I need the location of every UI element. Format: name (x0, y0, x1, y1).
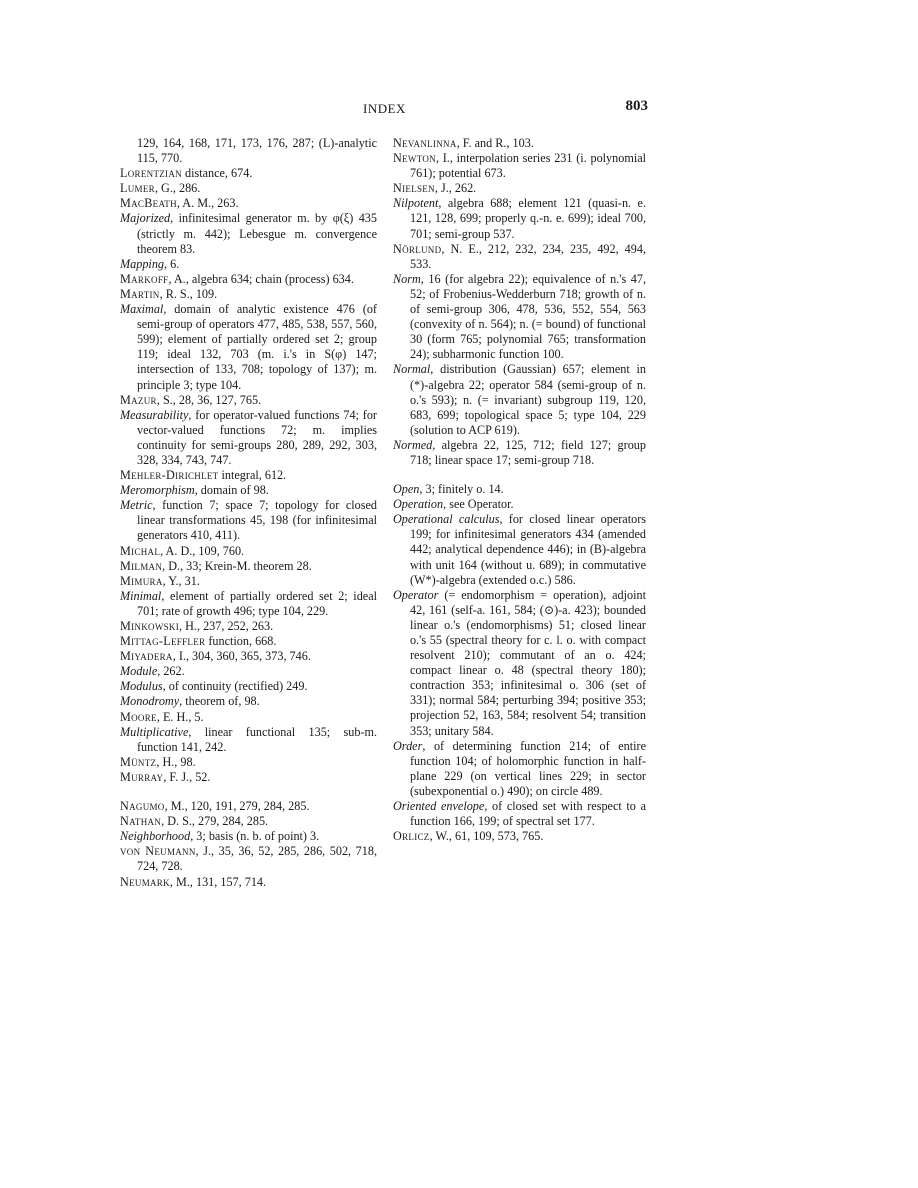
entry-references: , domain of analytic existence 476 (of semi-group of operators 477, 485, 538, 557, 560, 599); element of partially ordered set 2; group 119; ideal 132, 703 (m. i.'s in S(φ) 147; intersection of 133, 708; topology of 137); m. principle 3; type 104. (137, 302, 377, 392)
entry-heading: Murray (120, 769, 164, 784)
index-entry (393, 829, 646, 844)
entry-heading: Milman (120, 558, 163, 573)
entry-references: , F. and R., 103. (456, 136, 534, 150)
index-entry (393, 196, 646, 241)
entry-heading: Maximal (120, 302, 164, 317)
entry-heading: Neighborhood (120, 829, 191, 844)
entry-references: , G., 286. (154, 181, 201, 196)
entry-references: , F. J., 52. (163, 769, 211, 784)
entry-heading: Michal (120, 543, 161, 558)
entry-heading: Lorentzian (120, 166, 182, 181)
entry-references: , 6. (164, 256, 180, 271)
entry-heading: Newton (393, 151, 436, 166)
index-entry (393, 497, 646, 512)
entry-heading: Moore (120, 709, 157, 724)
entry-heading: Mehler-Dirichlet (120, 468, 219, 483)
index-entry (120, 589, 377, 619)
section-gap (120, 785, 377, 799)
index-entry (120, 498, 377, 543)
entry-references: , see Operator. (443, 497, 514, 512)
entry-heading: Open (393, 482, 420, 497)
index-entry (120, 136, 377, 166)
entry-references: (= endomorphism = operation), adjoint 42, 161 (self-a. 161, 584; (⊙)-a. 423); bounded linear o.'s (endomorphisms) 51; closed linear o.'s 55 (spectral theory for c. l. o. with compact resolvent 210); commutant of an o. 424; compact linear o. 48 (spectral theory 180); contraction 353; infinitesimal o. 306 (set of 331); normal 584; perturbing 394; positive 353; projection 52, 163, 584; resolvent 54; transition 353; unitary 584. (410, 587, 646, 738)
entry-heading: Minkowski (120, 619, 180, 633)
entry-references: , I., 304, 360, 365, 373, 746. (172, 649, 311, 664)
index-entry (120, 814, 377, 829)
index-entry (120, 710, 377, 725)
index-entry (120, 393, 377, 408)
entry-heading: Mittag-Leffler (120, 634, 206, 649)
entry-references: , J., 262. (434, 181, 477, 196)
entry-references: , H., 98. (156, 754, 196, 769)
section-gap (393, 468, 646, 482)
index-entry (393, 799, 646, 829)
entry-references: , algebra 688; element 121 (quasi-n. e. 121, 128, 699; properly q.-n. e. 699); ideal 700, 701; semi-group 537. (410, 196, 646, 241)
entry-heading: Mazur (120, 392, 157, 407)
index-entry (120, 302, 377, 393)
entry-heading: Multiplicative (120, 724, 189, 739)
index-entry (120, 181, 377, 196)
entry-heading: MacBeath (120, 196, 177, 211)
index-entry (393, 151, 646, 181)
entry-references: 129, 164, 168, 171, 173, 176, 287; (L)-analytic 115, 770. (137, 136, 377, 166)
index-entry (120, 272, 377, 287)
entry-heading: Nevanlinna (393, 136, 457, 150)
entry-heading: Mapping (120, 256, 165, 271)
index-entry (120, 664, 377, 679)
entry-references: , 16 (for algebra 22); equivalence of n.'s 47, 52; of Frobenius-Wedderburn 718; growth of n. of semi-group 306, 478, 536, 552, 554, 563 (convexity of n. 564); n. (= bound) of functional 30 (form 765; polynomial 765; transformation 24); subharmonic function 100. (410, 271, 646, 362)
index-entry (120, 755, 377, 770)
entry-heading: Nilpotent (393, 196, 439, 211)
entry-references: , J., 35, 36, 52, 285, 286, 502, 718, 724, 728. (137, 844, 377, 874)
index-entry (120, 799, 377, 814)
entry-references: , H., 237, 252, 263. (179, 619, 274, 633)
entry-heading: Nörlund (393, 241, 442, 256)
entry-references: , of closed set with respect to a function 166, 199; of spectral set 177. (410, 799, 646, 829)
entry-references: , A. D., 109, 760. (160, 543, 245, 558)
entry-heading: Minimal (120, 588, 162, 603)
index-entry (393, 512, 646, 587)
index-entry (120, 287, 377, 302)
entry-references: , N. E., 212, 232, 234, 235, 492, 494, 533. (410, 241, 646, 271)
entry-heading: Modulus (120, 679, 163, 694)
entry-heading: Operation (393, 497, 444, 512)
index-entry (120, 649, 377, 664)
entry-references: , function 7; space 7; topology for closed linear transformations 45, 198 (for infinitesimal generators 410, 411). (137, 498, 377, 543)
entry-heading: Mimura (120, 573, 163, 588)
index-entry (120, 483, 377, 498)
entry-references: , M., 120, 191, 279, 284, 285. (164, 799, 310, 814)
entry-heading: Meromorphism (120, 483, 195, 498)
entry-heading: Majorized (120, 211, 171, 226)
entry-heading: Monodromy (120, 694, 180, 709)
index-entry (393, 242, 646, 272)
page-header (120, 98, 648, 122)
entry-heading: Nielsen (393, 181, 435, 196)
entry-heading: Operator (393, 587, 439, 602)
entry-references: , A. M., 263. (176, 196, 239, 211)
entry-heading: Miyadera (120, 649, 173, 664)
index-entry (120, 257, 377, 272)
index-entry (120, 634, 377, 649)
entry-heading: Oriented envelope (393, 799, 485, 814)
entry-references: , R. S., 109. (159, 286, 218, 301)
entry-heading: Metric (120, 498, 153, 513)
index-entry (120, 574, 377, 589)
index-entry (120, 725, 377, 755)
entry-references: distance, 674. (181, 166, 253, 181)
entry-references: , algebra 22, 125, 712; field 127; group 718; linear space 17; semi-group 718. (410, 437, 646, 467)
entry-references: , A., algebra 634; chain (process) 634. (168, 271, 354, 286)
entry-heading: Order (393, 738, 423, 753)
entry-references: , 3; finitely o. 14. (419, 482, 504, 497)
index-entry (393, 362, 646, 437)
entry-heading: Müntz (120, 754, 157, 769)
page-number: 803 (625, 98, 648, 114)
entry-heading: Markoff (120, 271, 169, 286)
entry-references: , for operator-valued functions 74; for vector-valued functions 72; m. implies continuity for semi-groups 280, 289, 292, 303, 328, 334, 743, 747. (137, 407, 377, 467)
entry-references: , element of partially ordered set 2; ideal 701; rate of growth 496; type 104, 229. (137, 588, 377, 618)
entry-heading: Orlicz (393, 829, 430, 844)
index-entry (120, 619, 377, 634)
entry-references: , D. S., 279, 284, 285. (161, 814, 269, 829)
index-entry (120, 544, 377, 559)
running-title: INDEX (363, 101, 406, 116)
entry-references: , W., 61, 109, 573, 765. (429, 829, 544, 844)
entry-references: integral, 612. (218, 468, 287, 483)
entry-references: , M., 131, 157, 714. (169, 874, 267, 889)
index-entry (120, 875, 377, 890)
entry-references: , D., 33; Krein-M. theorem 28. (162, 558, 312, 573)
index-entry (120, 694, 377, 709)
entry-heading: Module (120, 664, 158, 679)
entry-heading: Nathan (120, 814, 162, 829)
entry-heading: von Neumann (120, 844, 196, 859)
entry-references: , I., interpolation series 231 (i. polynomial 761); potential 673. (410, 151, 646, 181)
entry-references: , E. H., 5. (156, 709, 204, 724)
index-entry (120, 829, 377, 844)
index-entry (393, 438, 646, 468)
index-entry (120, 166, 377, 181)
index-entry (120, 559, 377, 574)
entry-references: , of determining function 214; of entire function 104; of holomorphic function in half-plane 229 (on vertical lines 229; in sector (subexponential o.) 490); on circle 489. (410, 738, 646, 798)
index-entry (393, 136, 646, 151)
index-entry (393, 739, 646, 799)
entry-heading: Martin (120, 286, 160, 301)
entry-references: , 262. (157, 664, 185, 679)
entry-heading: Norm (393, 271, 421, 286)
entry-heading: Lumer (120, 181, 155, 196)
index-entry (120, 844, 377, 874)
entry-references: , linear functional 135; sub-m. function 141, 242. (137, 724, 377, 754)
entry-references: , S., 28, 36, 127, 765. (156, 392, 262, 407)
index-entry (120, 468, 377, 483)
entry-heading: Nagumo (120, 799, 165, 814)
index-entry (120, 679, 377, 694)
index-column-right (393, 136, 646, 844)
entry-references: , of continuity (rectified) 249. (162, 679, 308, 694)
entry-heading: Operational calculus (393, 512, 500, 527)
index-entry (120, 770, 377, 785)
entry-references: , distribution (Gaussian) 657; element in (*)-algebra 22; operator 584 (semi-group of n. o.'s 593); n. (= invariant) subgroup 119, 120, 683, 699; topological space 5; type 104, 229 (solution to ACP 619). (410, 362, 646, 437)
index-column-left (120, 136, 377, 890)
entry-references: function, 668. (205, 634, 277, 649)
index-entry (393, 181, 646, 196)
index-entry (393, 588, 646, 739)
index-entry (393, 272, 646, 363)
entry-heading: Neumark (120, 874, 170, 889)
index-entry (120, 211, 377, 256)
entry-references: , Y., 31. (162, 573, 200, 588)
entry-references: , for closed linear operators 199; for infinitesimal generators 434 (amended 442; analytical dependence 446); in (B)-algebra with unit 164 (without u. 689); in commutative (W*)-algebra (extended o.c.) 586. (410, 512, 647, 587)
index-entry (120, 196, 377, 211)
index-entry (120, 408, 377, 468)
entry-heading: Normal (393, 362, 431, 377)
index-entry (393, 482, 646, 497)
entry-heading: Measurability (120, 407, 189, 422)
entry-references: , infinitesimal generator m. by φ(ξ) 435 (strictly m. 442); Lebesgue m. convergence theorem 83. (137, 211, 377, 256)
entry-references: , 3; basis (n. b. of point) 3. (190, 829, 320, 844)
entry-heading: Normed (393, 437, 433, 452)
entry-references: , domain of 98. (194, 483, 269, 498)
entry-references: , theorem of, 98. (179, 694, 260, 709)
